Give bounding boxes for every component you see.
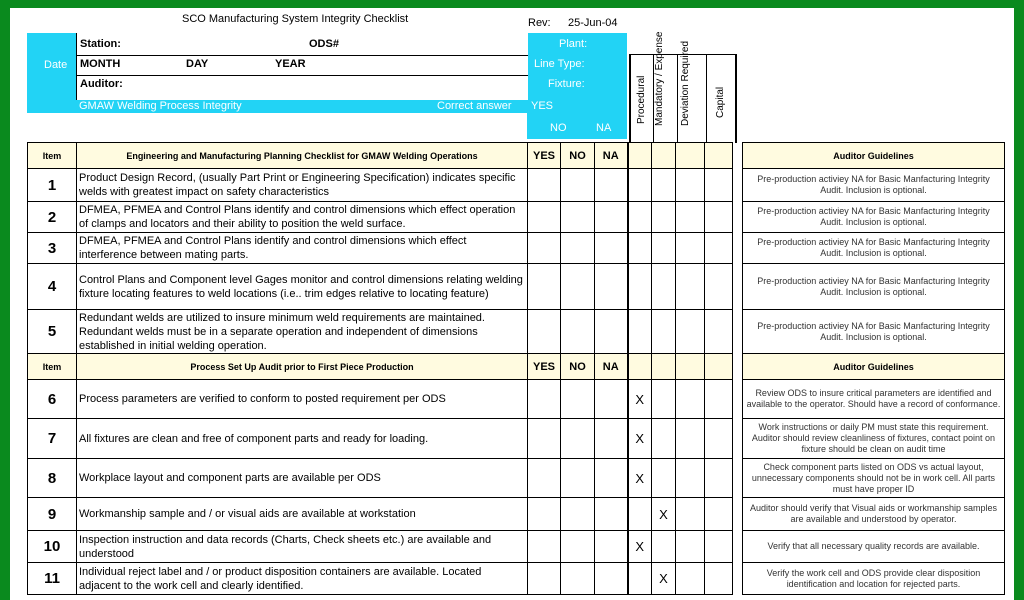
item-description: Workmanship sample and / or visual aids are available at workstation bbox=[77, 498, 528, 531]
category-header-capital: Capital bbox=[706, 54, 737, 149]
date-cell bbox=[27, 33, 76, 100]
procedural-cell[interactable] bbox=[628, 264, 652, 310]
capital-cell[interactable] bbox=[705, 233, 733, 264]
category-header-procedural: Procedural bbox=[629, 54, 655, 149]
mandatory-cell[interactable] bbox=[652, 264, 676, 310]
item-number: 9 bbox=[28, 498, 77, 531]
procedural-cell[interactable]: X bbox=[628, 380, 652, 419]
yes-header: YES bbox=[528, 354, 561, 380]
mandatory-cell[interactable] bbox=[652, 459, 676, 498]
deviation-cell[interactable] bbox=[676, 264, 705, 310]
checklist-row bbox=[28, 264, 1005, 310]
mandatory-cell[interactable]: X bbox=[652, 498, 676, 531]
checklist-row bbox=[28, 169, 1005, 202]
yes-header: YES bbox=[528, 143, 561, 169]
item-number: 3 bbox=[28, 233, 77, 264]
yes-cell[interactable] bbox=[528, 498, 561, 531]
item-description: Workplace layout and component parts are available per ODS bbox=[77, 459, 528, 498]
plant-label: Plant: bbox=[559, 38, 588, 50]
na-cell[interactable] bbox=[595, 264, 628, 310]
procedural-cell[interactable] bbox=[628, 310, 652, 354]
item-description: DFMEA, PFMEA and Control Plans identify and control dimensions which effect operation of clamps and locators and their ability to position the weld surface. bbox=[77, 202, 528, 233]
checklist-row bbox=[28, 202, 1005, 233]
na-cell[interactable] bbox=[595, 233, 628, 264]
mandatory-cell[interactable] bbox=[652, 233, 676, 264]
spacer-cell bbox=[733, 563, 743, 595]
no-na-block bbox=[527, 113, 627, 139]
spacer-cell bbox=[733, 498, 743, 531]
document-title: SCO Manufacturing System Integrity Checklist bbox=[182, 13, 409, 25]
checklist-row bbox=[28, 310, 1005, 354]
deviation-cell[interactable] bbox=[676, 498, 705, 531]
item-number: 4 bbox=[28, 264, 77, 310]
auditor-guideline: Pre-production activiey NA for Basic Manfacturing Integrity Audit. Inclusion is optional. bbox=[743, 264, 1005, 310]
no-cell[interactable] bbox=[561, 531, 595, 563]
deviation-cell[interactable] bbox=[676, 419, 705, 459]
item-number: 10 bbox=[28, 531, 77, 563]
na-cell[interactable] bbox=[595, 459, 628, 498]
guidelines-header: Auditor Guidelines bbox=[743, 143, 1005, 169]
item-description: Individual reject label and / or product disposition containers are available. Located adjacent to the work cell and clearly identified. bbox=[77, 563, 528, 595]
checklist-row bbox=[28, 459, 1005, 498]
year-label: YEAR bbox=[275, 58, 306, 70]
mandatory-cell[interactable]: X bbox=[652, 563, 676, 595]
spacer-cell bbox=[733, 419, 743, 459]
section2-header-row bbox=[28, 354, 1005, 380]
capital-cell[interactable] bbox=[705, 531, 733, 563]
na-cell[interactable] bbox=[595, 169, 628, 202]
item-description: Redundant welds are utilized to insure minimum weld requirements are maintained. Redundant welds must be in a separate operation and independent of dimensions established in initial welding operation. bbox=[77, 310, 528, 354]
mandatory-cell[interactable] bbox=[652, 419, 676, 459]
procedural-cell[interactable]: X bbox=[628, 419, 652, 459]
no-cell[interactable] bbox=[561, 563, 595, 595]
item-description: Process parameters are verified to conform to posted requirement per ODS bbox=[77, 380, 528, 419]
deviation-cell[interactable] bbox=[676, 233, 705, 264]
procedural-cell[interactable] bbox=[628, 498, 652, 531]
auditor-guideline: Auditor should verify that Visual aids or workmanship samples are available and understood by operator. bbox=[743, 498, 1005, 531]
yes-cell[interactable] bbox=[528, 563, 561, 595]
spacer-cell bbox=[733, 233, 743, 264]
yes-cell[interactable] bbox=[528, 419, 561, 459]
na-cell[interactable] bbox=[595, 310, 628, 354]
item-description: DFMEA, PFMEA and Control Plans identify and control dimensions which effect interference between mating parts. bbox=[77, 233, 528, 264]
item-description: All fixtures are clean and free of component parts and ready for loading. bbox=[77, 419, 528, 459]
mandatory-cell[interactable] bbox=[652, 380, 676, 419]
item-description: Product Design Record, (usually Part Print or Engineering Specification) indicates specific welds with greatest impact on safety characteristics bbox=[77, 169, 528, 202]
auditor-guideline: Review ODS to insure critical parameters are identified and available to the operator. Should have a record of conformance. bbox=[743, 380, 1005, 419]
yes-cell[interactable] bbox=[528, 531, 561, 563]
station-label: Station: bbox=[80, 38, 121, 50]
yes-cell[interactable] bbox=[528, 169, 561, 202]
no-cell[interactable] bbox=[561, 233, 595, 264]
spacer-cell bbox=[733, 310, 743, 354]
na-cell[interactable] bbox=[595, 531, 628, 563]
section-banner bbox=[27, 100, 627, 113]
capital-cell[interactable] bbox=[705, 498, 733, 531]
day-label: DAY bbox=[186, 58, 209, 70]
deviation-cell[interactable] bbox=[676, 202, 705, 233]
deviation-cell[interactable] bbox=[676, 310, 705, 354]
no-cell[interactable] bbox=[561, 264, 595, 310]
spacer-cell bbox=[733, 459, 743, 498]
auditor-label: Auditor: bbox=[80, 78, 123, 90]
item-number: 5 bbox=[28, 310, 77, 354]
no-cell[interactable] bbox=[561, 169, 595, 202]
item-header: Item bbox=[28, 354, 77, 380]
auditor-guideline: Verify the work cell and ODS provide clear disposition identification and location for rejected parts. bbox=[743, 563, 1005, 595]
auditor-guideline: Work instructions or daily PM must state this requirement. Auditor should review cleanliness of fixtures, contact point on fixture should be clean on audit time bbox=[743, 419, 1005, 459]
auditor-guideline: Pre-production activiey NA for Basic Manfacturing Integrity Audit. Inclusion is optional. bbox=[743, 310, 1005, 354]
fixture-label: Fixture: bbox=[548, 78, 585, 90]
mandatory-cell[interactable] bbox=[652, 310, 676, 354]
deviation-cell[interactable] bbox=[676, 531, 705, 563]
no-label: NO bbox=[550, 122, 567, 134]
checklist-row bbox=[28, 233, 1005, 264]
no-header: NO bbox=[561, 143, 595, 169]
auditor-guideline: Pre-production activiey NA for Basic Manfacturing Integrity Audit. Inclusion is optional. bbox=[743, 233, 1005, 264]
yes-cell[interactable] bbox=[528, 233, 561, 264]
checklist-table bbox=[27, 142, 1005, 595]
section2-body bbox=[28, 354, 1005, 595]
no-cell[interactable] bbox=[561, 202, 595, 233]
yes-cell[interactable] bbox=[528, 202, 561, 233]
capital-cell[interactable] bbox=[705, 459, 733, 498]
spacer-cell bbox=[733, 264, 743, 310]
yes-cell[interactable] bbox=[528, 264, 561, 310]
capital-cell[interactable] bbox=[705, 202, 733, 233]
capital-cell[interactable] bbox=[705, 380, 733, 419]
na-label: NA bbox=[596, 122, 612, 134]
mandatory-cell[interactable] bbox=[652, 531, 676, 563]
section1-header-row bbox=[28, 143, 1005, 169]
mandatory-cell[interactable] bbox=[652, 202, 676, 233]
mandatory-cell[interactable] bbox=[652, 169, 676, 202]
item-number: 1 bbox=[28, 169, 77, 202]
item-number: 7 bbox=[28, 419, 77, 459]
deviation-cell[interactable] bbox=[676, 169, 705, 202]
checklist-row bbox=[28, 380, 1005, 419]
auditor-guideline: Pre-production activiey NA for Basic Manfacturing Integrity Audit. Inclusion is optional. bbox=[743, 169, 1005, 202]
section2-title: Process Set Up Audit prior to First Piece Production bbox=[77, 354, 528, 380]
category-header-mandatory: Mandatory / Expense bbox=[653, 54, 678, 149]
spacer-cell bbox=[733, 380, 743, 419]
na-cell[interactable] bbox=[595, 202, 628, 233]
item-header: Item bbox=[28, 143, 77, 169]
item-description: Control Plans and Component level Gages monitor and control dimensions relating welding fixture locating features to weld locations (i.e.. trim edges relative to locating feature) bbox=[77, 264, 528, 310]
spacer-cell bbox=[733, 531, 743, 563]
checklist-row bbox=[28, 563, 1005, 595]
na-cell[interactable] bbox=[595, 419, 628, 459]
yes-cell[interactable] bbox=[528, 310, 561, 354]
capital-cell[interactable] bbox=[705, 419, 733, 459]
checklist-sheet bbox=[10, 8, 1014, 600]
item-number: 6 bbox=[28, 380, 77, 419]
spacer-cell bbox=[733, 169, 743, 202]
procedural-cell[interactable] bbox=[628, 233, 652, 264]
procedural-cell[interactable] bbox=[628, 563, 652, 595]
category-header-deviation: Deviation Required bbox=[677, 54, 707, 149]
na-header: NA bbox=[595, 354, 628, 380]
no-cell[interactable] bbox=[561, 419, 595, 459]
capital-cell[interactable] bbox=[705, 264, 733, 310]
yes-cell[interactable] bbox=[528, 459, 561, 498]
correct-answer-value: YES bbox=[531, 100, 554, 112]
rev-date: 25-Jun-04 bbox=[568, 17, 618, 29]
line-type-label: Line Type: bbox=[534, 58, 585, 70]
procedural-cell[interactable] bbox=[628, 169, 652, 202]
deviation-cell[interactable] bbox=[676, 563, 705, 595]
na-cell[interactable] bbox=[595, 498, 628, 531]
date-label: Date bbox=[44, 59, 68, 71]
spacer-cell bbox=[733, 202, 743, 233]
checklist-row bbox=[28, 498, 1005, 531]
no-cell[interactable] bbox=[561, 380, 595, 419]
capital-cell[interactable] bbox=[705, 563, 733, 595]
na-header: NA bbox=[595, 143, 628, 169]
capital-cell[interactable] bbox=[705, 169, 733, 202]
month-label: MONTH bbox=[80, 58, 121, 70]
capital-cell[interactable] bbox=[705, 310, 733, 354]
no-header: NO bbox=[561, 354, 595, 380]
checklist-row bbox=[28, 419, 1005, 459]
no-cell[interactable] bbox=[561, 310, 595, 354]
section-label: GMAW Welding Process Integrity bbox=[79, 100, 242, 112]
no-cell[interactable] bbox=[561, 498, 595, 531]
item-number: 2 bbox=[28, 202, 77, 233]
auditor-guideline: Verify that all necessary quality records are available. bbox=[743, 531, 1005, 563]
na-cell[interactable] bbox=[595, 563, 628, 595]
item-description: Inspection instruction and data records (Charts, Check sheets etc.) are available and understood bbox=[77, 531, 528, 563]
item-number: 8 bbox=[28, 459, 77, 498]
item-number: 11 bbox=[28, 563, 77, 595]
procedural-cell[interactable]: X bbox=[628, 459, 652, 498]
station-block bbox=[76, 33, 528, 100]
deviation-cell[interactable] bbox=[676, 380, 705, 419]
auditor-guideline: Check component parts listed on ODS vs actual layout, unnecessary components should not be in work cell. All parts must have proper ID bbox=[743, 459, 1005, 498]
section1-title: Engineering and Manufacturing Planning Checklist for GMAW Welding Operations bbox=[77, 143, 528, 169]
guidelines-header: Auditor Guidelines bbox=[743, 354, 1005, 380]
ods-label: ODS# bbox=[309, 38, 339, 50]
section1-body bbox=[28, 143, 1005, 354]
correct-answer-label: Correct answer bbox=[437, 100, 512, 112]
rev-label: Rev: bbox=[528, 17, 551, 29]
checklist-row bbox=[28, 531, 1005, 563]
procedural-cell[interactable]: X bbox=[628, 531, 652, 563]
procedural-cell[interactable] bbox=[628, 202, 652, 233]
no-cell[interactable] bbox=[561, 459, 595, 498]
na-cell[interactable] bbox=[595, 380, 628, 419]
yes-cell[interactable] bbox=[528, 380, 561, 419]
auditor-guideline: Pre-production activiey NA for Basic Manfacturing Integrity Audit. Inclusion is optional. bbox=[743, 202, 1005, 233]
deviation-cell[interactable] bbox=[676, 459, 705, 498]
